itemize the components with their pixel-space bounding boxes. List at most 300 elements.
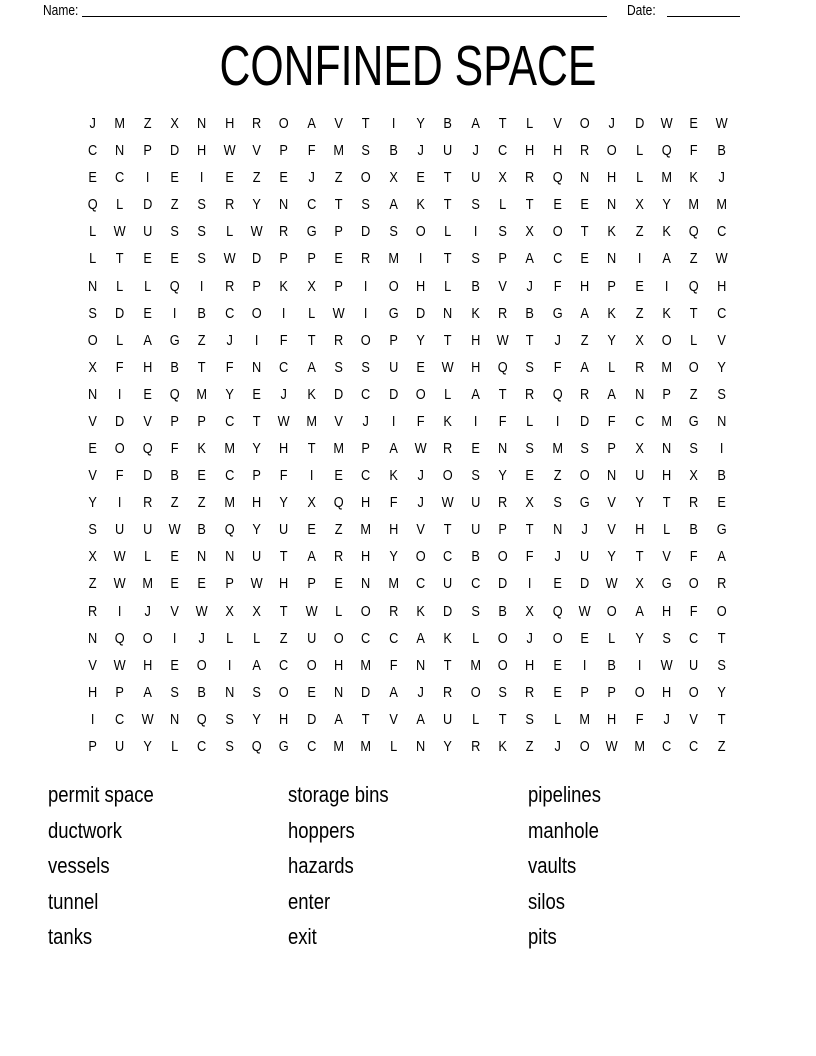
grid-letter: N [416, 737, 426, 755]
grid-letter: N [334, 683, 344, 701]
grid-letter: W [332, 304, 345, 322]
grid-letter: U [115, 737, 125, 755]
grid-letter: K [307, 385, 316, 403]
grid-letter: F [116, 358, 124, 376]
grid-letter: O [361, 602, 371, 620]
word-list [48, 777, 768, 955]
grid-letter: D [416, 304, 426, 322]
grid-letter: A [471, 385, 480, 403]
grid-letter: U [470, 169, 480, 187]
grid-letter: M [661, 412, 672, 430]
grid-letter: Z [198, 494, 206, 512]
grid-letter: U [252, 548, 262, 566]
grid-letter: M [360, 521, 372, 539]
grid-letter: P [170, 412, 179, 430]
grid-letter: B [607, 656, 617, 674]
grid-letter: E [416, 358, 425, 376]
grid-letter: T [717, 710, 726, 728]
grid-letter: X [635, 440, 644, 458]
grid-letter: Z [334, 521, 343, 539]
grid-letter: Q [497, 358, 508, 376]
grid-letter: W [660, 656, 673, 674]
grid-letter: U [388, 358, 398, 376]
grid-letter: X [498, 169, 507, 187]
word-list-item: storage bins [288, 782, 389, 807]
grid-letter: I [364, 304, 368, 322]
grid-letter: K [689, 169, 699, 187]
grid-letter: P [361, 440, 371, 458]
grid-letter: N [279, 196, 289, 214]
grid-letter: Q [169, 385, 180, 403]
grid-letter: D [634, 115, 644, 133]
grid-letter: T [498, 710, 507, 728]
name-label: Name: [43, 2, 79, 19]
word-list-item: manhole [528, 817, 599, 843]
grid-letter: Z [170, 494, 179, 512]
grid-letter: S [471, 602, 480, 620]
grid-letter: C [224, 412, 234, 430]
grid-letter: H [279, 710, 289, 728]
grid-letter: P [225, 575, 234, 593]
grid-letter: L [389, 737, 397, 755]
grid-letter: R [634, 358, 644, 376]
grid-letter: K [443, 412, 453, 430]
grid-letter: A [389, 196, 398, 214]
grid-letter: Y [498, 467, 507, 485]
grid-letter: D [115, 412, 125, 430]
grid-letter: F [389, 656, 398, 674]
grid-letter: Z [580, 331, 589, 349]
grid-letter: O [142, 629, 153, 647]
grid-letter: Y [389, 548, 398, 566]
grid-letter: B [443, 115, 453, 133]
grid-letter: J [554, 331, 561, 349]
grid-letter: F [498, 412, 507, 430]
grid-letter: P [607, 440, 617, 458]
grid-letter: J [526, 629, 534, 647]
grid-letter: I [719, 440, 724, 458]
grid-letter: H [252, 494, 262, 512]
grid-letter: M [579, 710, 590, 728]
grid-letter: O [497, 629, 508, 647]
grid-letter: S [525, 358, 535, 376]
grid-letter: U [279, 521, 289, 539]
grid-letter: M [470, 656, 481, 674]
grid-letter: D [580, 575, 590, 593]
grid-letter: H [552, 142, 562, 160]
grid-letter: C [470, 575, 480, 593]
grid-letter: U [142, 521, 152, 539]
grid-letter: H [279, 575, 289, 593]
grid-letter: Q [197, 710, 207, 728]
grid-letter: W [414, 440, 427, 458]
grid-letter: F [280, 331, 288, 349]
grid-letter: B [525, 304, 535, 322]
grid-letter: N [224, 548, 234, 566]
grid-letter: L [608, 358, 616, 376]
grid-letter: H [142, 656, 152, 674]
grid-letter: H [224, 115, 234, 133]
grid-letter: O [279, 683, 289, 701]
grid-letter: G [279, 737, 289, 755]
grid-letter: O [579, 467, 590, 485]
grid-letter: J [663, 710, 670, 728]
grid-letter: J [718, 169, 725, 187]
grid-letter: C [662, 737, 672, 755]
grid-letter: H [142, 358, 152, 376]
grid-letter: A [252, 656, 261, 674]
grid-letter: S [197, 196, 207, 214]
grid-letter: W [250, 575, 263, 593]
grid-letter: S [580, 440, 589, 458]
grid-letter: A [389, 440, 398, 458]
grid-letter: M [224, 494, 235, 512]
grid-letter: T [662, 494, 671, 512]
grid-letter: A [580, 304, 589, 322]
grid-letter: X [525, 602, 535, 620]
grid-letter: K [498, 737, 507, 755]
grid-letter: E [580, 629, 589, 647]
word-list-item: enter [288, 888, 331, 914]
grid-letter: J [417, 494, 424, 512]
grid-letter: W [113, 548, 127, 566]
grid-letter: X [252, 602, 261, 620]
grid-letter: W [250, 223, 263, 241]
grid-letter: C [361, 629, 371, 647]
grid-letter: R [689, 494, 699, 512]
grid-letter: N [416, 656, 426, 674]
grid-letter: Z [252, 169, 261, 187]
grid-letter: Y [717, 358, 726, 376]
grid-letter: W [441, 358, 455, 376]
grid-letter: C [552, 250, 562, 268]
grid-letter: L [608, 629, 616, 647]
grid-letter: Z [198, 331, 206, 349]
grid-letter: K [607, 304, 617, 322]
grid-letter: N [88, 629, 98, 647]
grid-letter: T [444, 656, 452, 674]
grid-letter: C [388, 629, 398, 647]
grid-letter: F [690, 548, 698, 566]
grid-letter: R [88, 602, 98, 620]
grid-letter: Z [170, 196, 179, 214]
grid-letter: S [717, 656, 726, 674]
grid-letter: N [361, 575, 371, 593]
grid-letter: P [115, 683, 125, 701]
grid-letter: R [224, 196, 234, 214]
grid-letter: T [252, 412, 261, 430]
grid-letter: Y [279, 494, 289, 512]
grid-letter: L [444, 277, 452, 295]
grid-letter: I [227, 656, 232, 674]
grid-letter: B [471, 277, 480, 295]
grid-letter: O [333, 629, 344, 647]
grid-letter: Y [607, 548, 617, 566]
grid-letter: S [197, 223, 207, 241]
grid-letter: O [689, 358, 699, 376]
grid-letter: L [635, 169, 643, 187]
grid-letter: E [279, 169, 289, 187]
grid-letter: O [607, 142, 617, 160]
grid-letter: W [223, 250, 236, 268]
grid-letter: R [224, 277, 234, 295]
grid-letter: I [637, 250, 642, 268]
grid-letter: L [499, 196, 507, 214]
grid-letter: W [441, 494, 455, 512]
grid-letter: O [415, 548, 426, 566]
grid-letter: O [661, 331, 672, 349]
grid-letter: J [417, 142, 424, 160]
grid-letter: H [197, 142, 207, 160]
word-list-item: vaults [528, 853, 577, 879]
grid-letter: L [526, 412, 534, 430]
grid-letter: V [252, 142, 261, 160]
grid-letter: P [498, 250, 507, 268]
grid-letter: K [389, 467, 398, 485]
grid-letter: A [307, 358, 316, 376]
grid-letter: H [662, 602, 672, 620]
grid-letter: S [525, 440, 535, 458]
grid-letter: C [634, 412, 644, 430]
grid-letter: T [307, 440, 316, 458]
grid-letter: H [716, 277, 726, 295]
grid-letter: L [143, 548, 151, 566]
grid-letter: P [252, 277, 261, 295]
grid-letter: R [334, 331, 344, 349]
grid-letter: F [280, 467, 288, 485]
grid-letter: T [444, 196, 452, 214]
grid-letter: F [526, 548, 534, 566]
grid-letter: I [364, 277, 368, 295]
grid-letter: A [143, 331, 152, 349]
grid-letter: I [637, 656, 642, 674]
grid-letter: O [415, 223, 426, 241]
grid-letter: E [170, 575, 179, 593]
grid-letter: A [580, 358, 589, 376]
grid-letter: V [553, 115, 562, 133]
grid-letter: R [470, 737, 480, 755]
grid-letter: A [717, 548, 726, 566]
grid-letter: D [361, 683, 371, 701]
grid-letter: A [662, 250, 671, 268]
grid-letter: J [89, 115, 96, 133]
grid-letter: M [142, 575, 153, 593]
grid-letter: W [113, 223, 127, 241]
grid-letter: C [689, 629, 699, 647]
grid-letter: Y [88, 494, 97, 512]
grid-letter: M [196, 385, 208, 403]
grid-letter: C [361, 385, 371, 403]
grid-letter: P [252, 467, 261, 485]
grid-letter: A [389, 683, 398, 701]
grid-letter: E [717, 494, 726, 512]
word-list-item: vessels [48, 853, 110, 879]
grid-letter: D [170, 142, 180, 160]
grid-letter: Z [280, 629, 288, 647]
grid-letter: X [307, 277, 316, 295]
grid-letter: C [115, 710, 125, 728]
grid-letter: W [223, 142, 236, 160]
grid-letter: N [552, 521, 562, 539]
grid-letter: E [307, 521, 316, 539]
grid-letter: A [635, 602, 644, 620]
grid-letter: E [170, 548, 179, 566]
grid-letter: R [525, 169, 535, 187]
grid-letter: N [634, 385, 644, 403]
grid-letter: W [277, 412, 291, 430]
grid-letter: I [200, 277, 204, 295]
grid-letter: Y [635, 629, 644, 647]
grid-letter: E [197, 467, 207, 485]
grid-letter: U [470, 521, 480, 539]
grid-letter: Z [88, 575, 97, 593]
grid-letter: R [142, 494, 152, 512]
grid-letter: W [605, 737, 619, 755]
grid-letter: H [416, 277, 426, 295]
grid-letter: Y [717, 683, 726, 701]
grid-letter: A [143, 683, 152, 701]
grid-letter: L [471, 629, 479, 647]
grid-letter: I [391, 412, 396, 430]
grid-letter: E [553, 196, 562, 214]
grid-letter: P [88, 737, 97, 755]
grid-letter: H [662, 683, 672, 701]
grid-letter: Q [552, 169, 563, 187]
grid-letter: A [525, 250, 535, 268]
grid-letter: O [361, 169, 371, 187]
grid-letter: M [306, 412, 317, 430]
grid-letter: P [580, 683, 589, 701]
grid-letter: E [252, 385, 261, 403]
grid-letter: C [306, 737, 316, 755]
grid-letter: R [443, 440, 453, 458]
grid-letter: D [443, 602, 453, 620]
grid-letter: Q [142, 440, 153, 458]
grid-letter: E [170, 169, 179, 187]
grid-letter: E [553, 575, 562, 593]
grid-letter: W [168, 521, 181, 539]
grid-letter: M [388, 250, 399, 268]
grid-letter: S [717, 385, 726, 403]
grid-letter: N [197, 115, 207, 133]
grid-letter: Y [252, 521, 261, 539]
grid-letter: Q [552, 602, 563, 620]
grid-letter: V [88, 656, 97, 674]
grid-letter: S [361, 196, 371, 214]
grid-letter: N [88, 385, 98, 403]
grid-letter: M [360, 656, 372, 674]
grid-letter: A [471, 115, 480, 133]
grid-letter: L [89, 250, 97, 268]
grid-letter: S [252, 683, 261, 701]
grid-letter: U [142, 223, 152, 241]
grid-letter: E [307, 683, 316, 701]
grid-letter: J [581, 521, 588, 539]
grid-letter: M [333, 142, 344, 160]
grid-letter: W [195, 602, 209, 620]
grid-letter: O [579, 115, 590, 133]
grid-letter: J [417, 683, 424, 701]
date-blank-line [667, 0, 740, 17]
grid-letter: D [580, 412, 590, 430]
grid-letter: O [415, 385, 426, 403]
grid-letter: T [307, 331, 316, 349]
grid-letter: A [307, 115, 316, 133]
grid-letter: J [608, 115, 616, 133]
grid-letter: B [498, 602, 507, 620]
grid-letter: R [525, 385, 535, 403]
grid-letter: V [334, 115, 343, 133]
grid-letter: O [579, 737, 590, 755]
grid-letter: S [225, 737, 234, 755]
grid-letter: G [169, 331, 180, 349]
grid-letter: F [307, 142, 316, 160]
grid-letter: S [471, 250, 480, 268]
grid-letter: T [198, 358, 206, 376]
grid-letter: L [89, 223, 97, 241]
grid-letter: O [115, 440, 125, 458]
grid-letter: V [717, 331, 726, 349]
grid-letter: H [607, 710, 617, 728]
grid-letter: P [307, 250, 316, 268]
grid-letter: K [607, 223, 617, 241]
grid-letter: M [333, 737, 344, 755]
grid-letter: I [118, 602, 122, 620]
grid-letter: D [306, 710, 316, 728]
grid-letter: S [361, 358, 371, 376]
grid-letter: O [634, 683, 645, 701]
grid-letter: V [170, 602, 179, 620]
grid-letter: B [197, 304, 207, 322]
grid-letter: S [498, 683, 507, 701]
grid-letter: L [225, 223, 233, 241]
grid-letter: R [716, 575, 726, 593]
grid-letter: Y [143, 737, 152, 755]
grid-letter: P [662, 385, 671, 403]
grid-letter: C [306, 196, 316, 214]
grid-letter: C [443, 548, 453, 566]
grid-letter: L [444, 385, 452, 403]
grid-letter: J [526, 277, 534, 295]
grid-letter: I [172, 304, 177, 322]
grid-letter: Z [143, 115, 152, 133]
grid-letter: U [115, 521, 125, 539]
grid-letter: N [115, 142, 125, 160]
grid-letter: L [335, 602, 343, 620]
grid-letter: J [472, 142, 479, 160]
grid-letter: O [306, 656, 317, 674]
grid-letter: E [689, 115, 699, 133]
date-label: Date: [627, 2, 656, 19]
grid-letter: S [525, 710, 535, 728]
grid-letter: M [333, 440, 344, 458]
word-list-item: tunnel [48, 888, 99, 914]
grid-letter: N [607, 467, 617, 485]
grid-letter: O [279, 115, 289, 133]
grid-letter: W [605, 575, 619, 593]
grid-letter: S [225, 710, 234, 728]
grid-letter: U [470, 494, 480, 512]
grid-letter: I [473, 412, 478, 430]
grid-letter: U [306, 629, 316, 647]
grid-letter: N [88, 277, 98, 295]
grid-letter: H [388, 521, 398, 539]
grid-letter: W [141, 710, 154, 728]
grid-letter: N [607, 250, 617, 268]
grid-letter: Z [553, 467, 562, 485]
grid-letter: O [716, 602, 727, 620]
grid-letter: N [607, 196, 617, 214]
